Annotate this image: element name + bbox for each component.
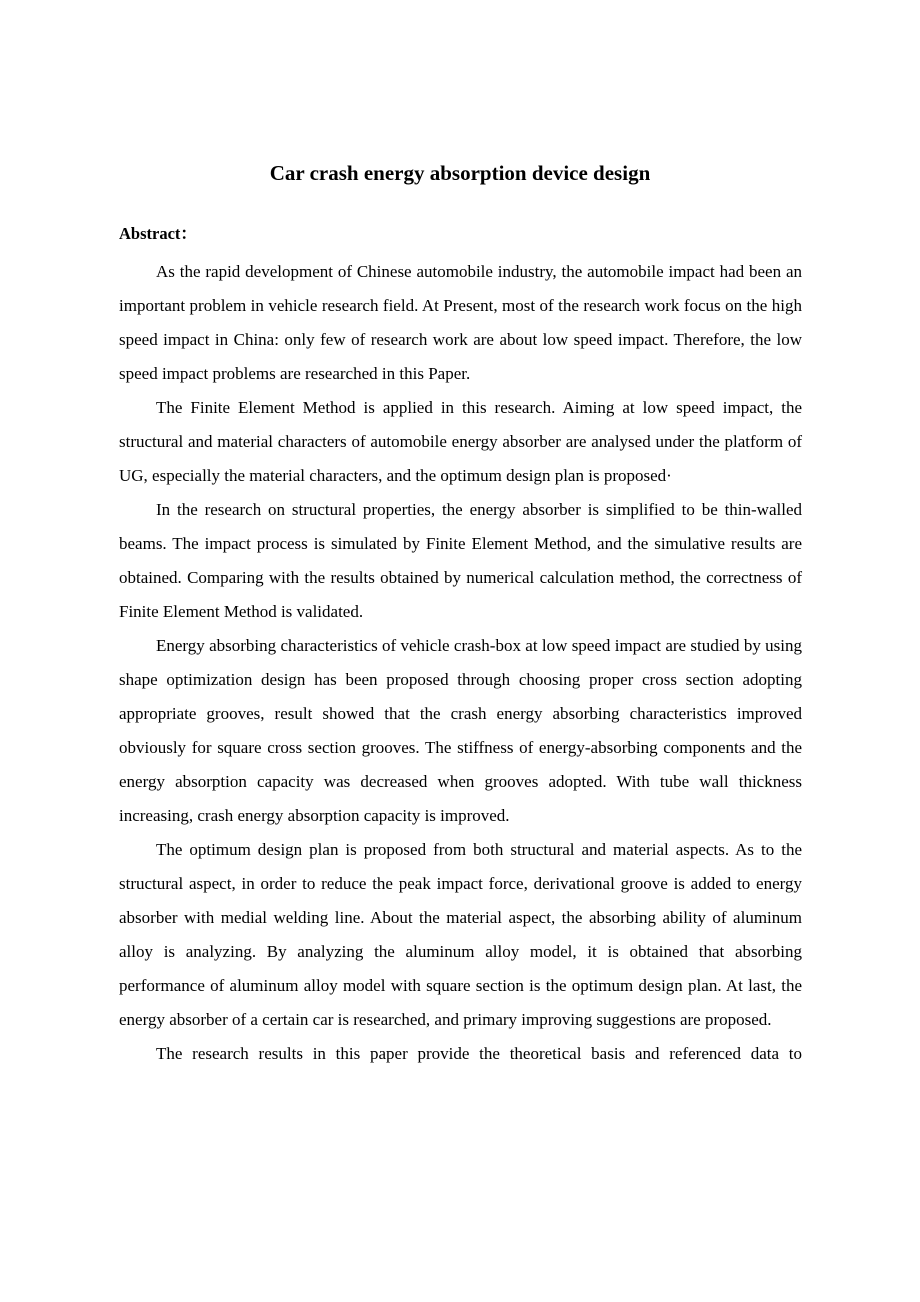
abstract-paragraph-4: Energy absorbing characteristics of vehicle crash-box at low speed impact are studied by using shape optimization design has been proposed through choosing proper cross section adopting appropriate grooves, result showed that the crash energy absorbing characteristics improved obviously for square cross section grooves. The stiffness of energy-absorbing components and the energy absorption capacity was decreased when grooves adopted. With tube wall thickness increasing, crash energy absorption capacity is improved. [119, 636, 802, 825]
abstract-heading: Abstract： [119, 224, 197, 243]
abstract-body [119, 255, 802, 1071]
abstract-paragraph-6: The research results in this paper provide the theoretical basis and referenced data to [156, 1044, 802, 1063]
abstract-paragraph-2: The Finite Element Method is applied in this research. Aiming at low speed impact, the structural and material characters of automobile energy absorber are analysed under the platform of UG, especially the material characters, and the optimum design plan is proposed· [119, 398, 802, 485]
paper-title: Car crash energy absorption device design [269, 161, 651, 185]
abstract-paragraph-3: In the research on structural properties, the energy absorber is simplified to be thin-walled beams. The impact process is simulated by Finite Element Method, and the simulative results are obtained. Comparing with the results obtained by numerical calculation method, the correctness of Finite Element Method is validated. [119, 500, 802, 621]
abstract-paragraph-5: The optimum design plan is proposed from both structural and material aspects. As to the structural aspect, in order to reduce the peak impact force, derivational groove is added to energy absorber with medial welding line. About the material aspect, the absorbing ability of aluminum alloy is analyzing. By analyzing the aluminum alloy model, it is obtained that absorbing performance of aluminum alloy model with square section is the optimum design plan. At last, the energy absorber of a certain car is researched, and primary improving suggestions are proposed. [119, 840, 802, 1029]
abstract-paragraph-1: As the rapid development of Chinese automobile industry, the automobile impact had been an important problem in vehicle research field. At Present, most of the research work focus on the high speed impact in China: only few of research work are about low speed impact. Therefore, the low speed impact problems are researched in this Paper. [119, 262, 802, 383]
